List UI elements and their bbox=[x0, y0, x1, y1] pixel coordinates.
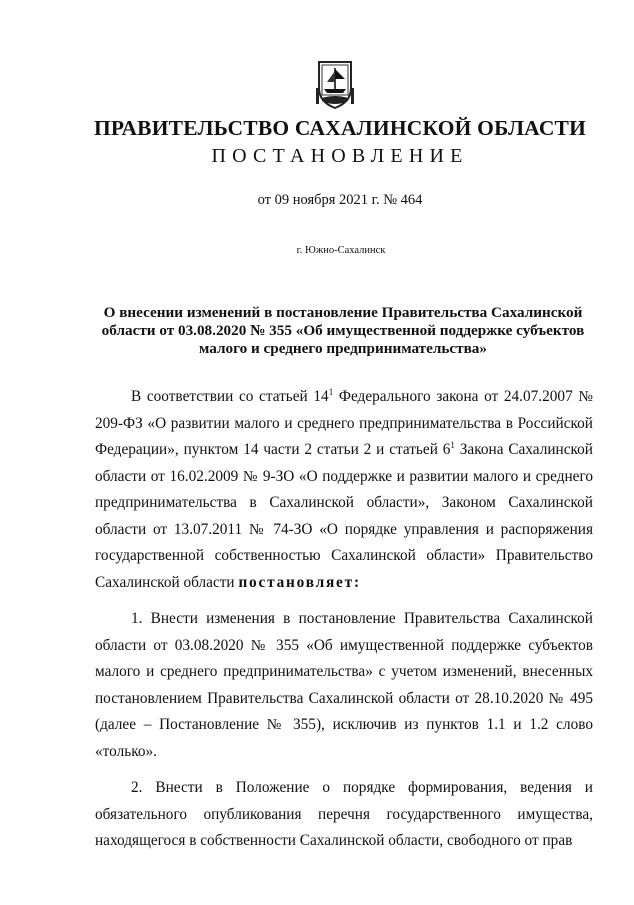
preamble-text: Закона Сахалинской области от 16.02.2009 № 9-ЗО «О поддержке и развитии малого и среднего предпринимательства в Сахалинской области», Законом Сахалинской области от 13.07.2011 № 74-ЗО «О порядке управления и распоряжения государственной собственностью Сахалинской области» Правительство Сахалинской области bbox=[95, 441, 593, 591]
document-city: г. Южно-Сахалинск bbox=[296, 245, 386, 256]
clause-paragraph: 2. Внести в Положение о порядке формирования, ведения и обязательного опубликования перечня государственного имущества, находящегося в собственности Сахалинской области, свободного от прав bbox=[95, 779, 593, 849]
document-title bbox=[95, 304, 591, 358]
coat-of-arms-icon bbox=[316, 58, 354, 110]
superscript: 1 bbox=[450, 440, 455, 450]
resolution-keyword: постановляет: bbox=[238, 573, 361, 591]
document-body bbox=[95, 384, 593, 855]
title-line: малого и среднего предпринимательства» bbox=[198, 340, 487, 357]
preamble-text: Федерального закона от 24.07.2007 № 209-ФЗ «О развитии малого и среднего предпринимательства в Российской Федерации», пунктом 14 части 2 статьи 2 и статьей 6 bbox=[95, 388, 593, 458]
superscript: 1 bbox=[328, 387, 334, 397]
clause-paragraph: 1. Внести изменения в постановление Правительства Сахалинской области от 03.08.2020 № 355 «Об имущественной поддержке субъектов малого и среднего предпринимательства» с учетом изменений, внесенных постановлением Правительства Сахалинской области от 28.10.2020 № 495 (далее – Постановление № 355), исключив из пунктов 1.1 и 1.2 слово «только». bbox=[95, 610, 593, 760]
preamble-text: В соответствии со статьей 14 bbox=[131, 388, 329, 405]
title-line: О внесении изменений в постановление Правительства Сахалинской bbox=[103, 304, 583, 321]
preamble-paragraph bbox=[95, 384, 593, 596]
document-type: ПОСТАНОВЛЕНИЕ bbox=[211, 145, 469, 167]
document-date-number: от 09 ноября 2021 г. № 464 bbox=[257, 192, 423, 208]
title-line: области от 03.08.2020 № 355 «Об имущественной поддержке субъектов bbox=[101, 322, 585, 339]
organization-name: ПРАВИТЕЛЬСТВО САХАЛИНСКОЙ ОБЛАСТИ bbox=[93, 116, 587, 140]
